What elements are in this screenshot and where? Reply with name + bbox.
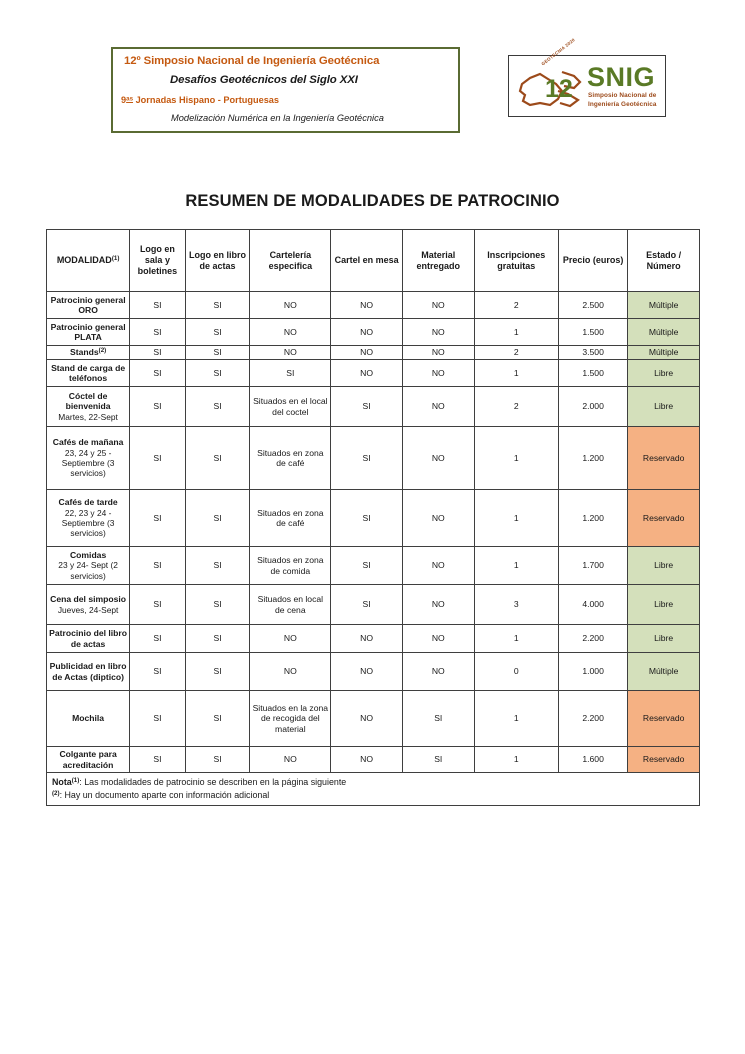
cell-estado: Libre <box>628 547 700 585</box>
cell-estado: Reservado <box>628 691 700 747</box>
table-row <box>47 585 700 625</box>
event-title-line-1: 12º Simposio Nacional de Ingeniería Geotécnica <box>124 55 380 67</box>
cell-cartel_mesa: SI <box>331 387 403 427</box>
cell-modalidad <box>47 653 130 691</box>
event-subtitle-line-2: Desafíos Geotécnicos del Siglo XXI <box>170 74 358 86</box>
event-title-box <box>111 47 460 133</box>
cell-cartel_mesa: NO <box>331 319 403 346</box>
cell-material: NO <box>402 653 474 691</box>
cell-estado: Múltiple <box>628 292 700 319</box>
cell-logo_libro: SI <box>185 427 250 490</box>
cell-inscripciones: 1 <box>474 625 558 653</box>
cell-carteleria: Situados en el local del coctel <box>250 387 331 427</box>
cell-carteleria: NO <box>250 346 331 360</box>
cell-inscripciones: 1 <box>474 691 558 747</box>
cell-carteleria: Situados en zona de café <box>250 490 331 547</box>
column-header-label: Logo en sala y boletines <box>137 244 178 276</box>
modalidad-name: Patrocinio general PLATA <box>50 321 126 342</box>
cell-modalidad <box>47 292 130 319</box>
cell-carteleria: NO <box>250 747 331 773</box>
column-header-logo_sala <box>130 230 185 292</box>
cell-modalidad <box>47 490 130 547</box>
table-row <box>47 360 700 387</box>
cell-logo_sala: SI <box>130 387 185 427</box>
modalidad-name: Publicidad en libro de Actas (diptico) <box>49 661 127 682</box>
column-header-label: Material entregado <box>416 249 461 271</box>
modalidad-name: Patrocinio del libro de actas <box>49 628 128 649</box>
note-1-label: Nota <box>52 777 72 787</box>
cell-material: NO <box>402 490 474 547</box>
cell-material: NO <box>402 319 474 346</box>
table-row <box>47 346 700 360</box>
cell-estado: Reservado <box>628 427 700 490</box>
cell-precio: 1.700 <box>558 547 627 585</box>
modalidad-detail: 22, 23 y 24 - Septiembre (3 servicios) <box>61 507 115 539</box>
cell-material: NO <box>402 547 474 585</box>
modalidad-name: Cafés de mañana <box>52 437 124 448</box>
note-line-2 <box>52 789 694 802</box>
column-header-logo_libro <box>185 230 250 292</box>
cell-material: NO <box>402 427 474 490</box>
column-header-cartel_mesa <box>331 230 403 292</box>
cell-estado: Libre <box>628 585 700 625</box>
cell-material: NO <box>402 625 474 653</box>
cell-carteleria: NO <box>250 653 331 691</box>
column-header-label: Inscripciones gratuitas <box>487 249 546 271</box>
snig-logo-box <box>508 37 666 117</box>
cell-inscripciones: 1 <box>474 490 558 547</box>
cell-logo_sala: SI <box>130 427 185 490</box>
column-header-label: Logo en libro de actas <box>189 249 247 271</box>
table-row <box>47 653 700 691</box>
column-header-label: Cartel en mesa <box>334 255 399 266</box>
cell-precio: 1.200 <box>558 427 627 490</box>
cell-carteleria: Situados en la zona de recogida del material <box>250 691 331 747</box>
cell-cartel_mesa: SI <box>331 547 403 585</box>
cell-estado: Múltiple <box>628 346 700 360</box>
modalidad-name: Cafés de tarde <box>58 497 118 508</box>
modalidad-name: Colgante para acreditación <box>59 749 117 770</box>
cell-logo_libro: SI <box>185 490 250 547</box>
cell-modalidad <box>47 585 130 625</box>
cell-logo_libro: SI <box>185 653 250 691</box>
cell-logo_libro: SI <box>185 346 250 360</box>
cell-modalidad <box>47 319 130 346</box>
cell-logo_libro: SI <box>185 387 250 427</box>
cell-cartel_mesa: NO <box>331 691 403 747</box>
logo-edition-number: 12 <box>545 75 573 103</box>
note-line-1 <box>52 776 694 789</box>
modalidad-name: Stands <box>69 347 99 358</box>
cell-logo_sala: SI <box>130 653 185 691</box>
cell-precio: 2.200 <box>558 691 627 747</box>
snig-logo-inner <box>509 37 665 116</box>
document-header <box>0 0 745 150</box>
logo-acronym: SNIG <box>587 62 656 92</box>
modalidad-detail: 23 y 24- Sept (2 servicios) <box>58 560 118 581</box>
column-header-label: Cartelería especifica <box>268 249 313 271</box>
column-header-modalidad <box>47 230 130 292</box>
table-row <box>47 691 700 747</box>
table-header-row <box>47 230 700 292</box>
table-notes <box>46 773 700 806</box>
cell-cartel_mesa: SI <box>331 427 403 490</box>
column-header-label: Estado / Número <box>646 249 682 271</box>
cell-cartel_mesa: SI <box>331 490 403 547</box>
cell-inscripciones: 1 <box>474 360 558 387</box>
cell-precio: 2.200 <box>558 625 627 653</box>
logo-subtitle-line-1: Simposio Nacional de <box>588 92 657 99</box>
cell-logo_libro: SI <box>185 585 250 625</box>
cell-inscripciones: 1 <box>474 747 558 773</box>
cell-inscripciones: 1 <box>474 427 558 490</box>
cell-estado: Reservado <box>628 747 700 773</box>
cell-precio: 2.000 <box>558 387 627 427</box>
cell-logo_libro: SI <box>185 547 250 585</box>
modalidad-detail: 23, 24 y 25 - Septiembre (3 servicios) <box>61 447 115 479</box>
cell-logo_sala: SI <box>130 490 185 547</box>
cell-logo_sala: SI <box>130 625 185 653</box>
cell-cartel_mesa: SI <box>331 585 403 625</box>
table-row <box>47 427 700 490</box>
jornadas-number: 9 <box>121 95 127 105</box>
cell-logo_libro: SI <box>185 625 250 653</box>
cell-estado: Múltiple <box>628 319 700 346</box>
cell-precio: 1.500 <box>558 360 627 387</box>
cell-precio: 3.500 <box>558 346 627 360</box>
cell-inscripciones: 3 <box>474 585 558 625</box>
cell-material: NO <box>402 346 474 360</box>
cell-logo_sala: SI <box>130 292 185 319</box>
table-row <box>47 387 700 427</box>
table-row <box>47 747 700 773</box>
cell-logo_sala: SI <box>130 319 185 346</box>
cell-carteleria: Situados en local de cena <box>250 585 331 625</box>
sponsorship-table <box>46 229 700 773</box>
modalidad-name: Stand de carga de teléfonos <box>51 362 126 383</box>
note-2-sup: (2) <box>52 789 60 797</box>
cell-carteleria: Situados en zona de café <box>250 427 331 490</box>
cell-precio: 1.200 <box>558 490 627 547</box>
cell-carteleria: NO <box>250 625 331 653</box>
cell-modalidad <box>47 747 130 773</box>
modalidad-name: Cena del simposio <box>50 594 127 605</box>
cell-carteleria: SI <box>250 360 331 387</box>
cell-estado: Libre <box>628 387 700 427</box>
cell-logo_libro: SI <box>185 747 250 773</box>
table-row <box>47 625 700 653</box>
cell-inscripciones: 2 <box>474 387 558 427</box>
cell-inscripciones: 2 <box>474 292 558 319</box>
cell-modalidad <box>47 387 130 427</box>
cell-estado: Reservado <box>628 490 700 547</box>
event-title-line-3 <box>113 95 466 105</box>
cell-logo_libro: SI <box>185 691 250 747</box>
logo-subtitle-line-2: Ingeniería Geotécnica <box>588 101 657 108</box>
cell-precio: 1.600 <box>558 747 627 773</box>
cell-inscripciones: 1 <box>474 319 558 346</box>
sponsorship-table-container <box>46 229 700 806</box>
logo-arc-text: GEOTECNIA 2020 <box>540 37 576 67</box>
cell-logo_libro: SI <box>185 360 250 387</box>
cell-modalidad <box>47 360 130 387</box>
cell-precio: 4.000 <box>558 585 627 625</box>
cell-cartel_mesa: NO <box>331 625 403 653</box>
cell-precio: 1.000 <box>558 653 627 691</box>
cell-precio: 2.500 <box>558 292 627 319</box>
cell-logo_sala: SI <box>130 585 185 625</box>
column-header-label: Precio (euros) <box>562 255 624 266</box>
column-header-material <box>402 230 474 292</box>
cell-material: NO <box>402 387 474 427</box>
table-row <box>47 319 700 346</box>
modalidad-detail: Martes, 22-Sept <box>58 411 118 422</box>
modalidad-name: Patrocinio general ORO <box>50 294 126 315</box>
cell-logo_sala: SI <box>130 691 185 747</box>
column-header-carteleria <box>250 230 331 292</box>
modalidad-name: Comidas <box>69 550 107 560</box>
cell-modalidad <box>47 691 130 747</box>
cell-logo_libro: SI <box>185 319 250 346</box>
table-row <box>47 292 700 319</box>
modalidad-footnote: (2) <box>98 347 107 355</box>
cell-carteleria: NO <box>250 292 331 319</box>
cell-estado: Múltiple <box>628 653 700 691</box>
column-header-footnote: (1) <box>111 255 120 263</box>
column-header-precio <box>558 230 627 292</box>
cell-logo_sala: SI <box>130 346 185 360</box>
cell-modalidad <box>47 625 130 653</box>
cell-modalidad <box>47 547 130 585</box>
cell-material: NO <box>402 585 474 625</box>
table-row <box>47 490 700 547</box>
note-1-text: : Las modalidades de patrocinio se describen en la página siguiente <box>79 777 347 787</box>
cell-logo_sala: SI <box>130 360 185 387</box>
page-title: RESUMEN DE MODALIDADES DE PATROCINIO <box>185 192 560 210</box>
table-row <box>47 547 700 585</box>
modalidad-name: Mochila <box>72 713 105 724</box>
cell-cartel_mesa: NO <box>331 747 403 773</box>
cell-inscripciones: 1 <box>474 547 558 585</box>
cell-cartel_mesa: NO <box>331 360 403 387</box>
cell-inscripciones: 0 <box>474 653 558 691</box>
jornadas-rest: Jornadas Hispano - Portuguesas <box>133 95 280 105</box>
table-body <box>47 292 700 773</box>
note-2-text: : Hay un documento aparte con información adicional <box>59 789 270 800</box>
cell-modalidad <box>47 427 130 490</box>
cell-estado: Libre <box>628 360 700 387</box>
cell-logo_sala: SI <box>130 547 185 585</box>
cell-logo_libro: SI <box>185 292 250 319</box>
column-header-estado <box>628 230 700 292</box>
cell-estado: Libre <box>628 625 700 653</box>
cell-material: SI <box>402 747 474 773</box>
event-subtitle-line-4: Modelización Numérica en la Ingeniería Geotécnica <box>171 113 384 123</box>
jornadas-ordinal-sup: as <box>126 95 134 103</box>
cell-logo_sala: SI <box>130 747 185 773</box>
column-header-label: MODALIDAD <box>56 255 112 266</box>
modalidad-name: Cóctel de bienvenida <box>65 390 111 412</box>
cell-cartel_mesa: NO <box>331 292 403 319</box>
cell-cartel_mesa: NO <box>331 346 403 360</box>
note-1-sup: (1) <box>71 777 80 784</box>
cell-carteleria: Situados en zona de comida <box>250 547 331 585</box>
cell-inscripciones: 2 <box>474 346 558 360</box>
cell-material: NO <box>402 360 474 387</box>
modalidad-detail: Jueves, 24-Sept <box>57 604 119 615</box>
column-header-inscripciones <box>474 230 558 292</box>
cell-modalidad <box>47 346 130 360</box>
cell-carteleria: NO <box>250 319 331 346</box>
table-header <box>47 230 700 292</box>
cell-cartel_mesa: NO <box>331 653 403 691</box>
cell-material: SI <box>402 691 474 747</box>
cell-material: NO <box>402 292 474 319</box>
cell-precio: 1.500 <box>558 319 627 346</box>
